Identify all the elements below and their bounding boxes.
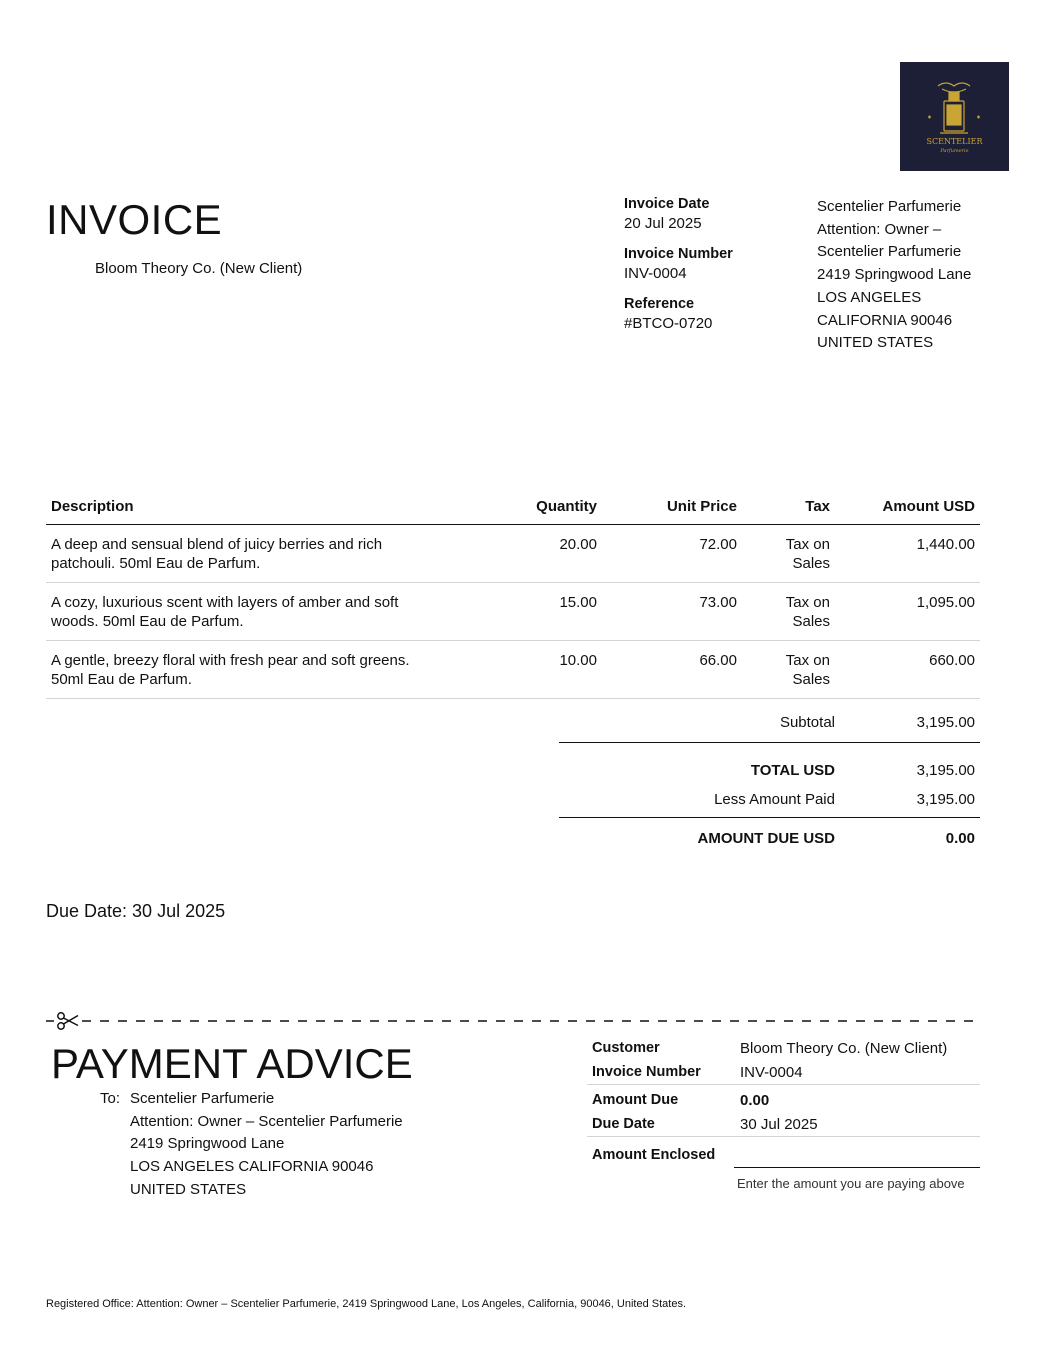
perfume-bottle-icon bbox=[900, 62, 1009, 171]
payment-address-line: UNITED STATES bbox=[130, 1180, 247, 1198]
item-quantity: 15.00 bbox=[436, 583, 602, 641]
due-date-row bbox=[587, 1112, 980, 1137]
sender-address-line: 2419 Springwood Lane bbox=[817, 266, 972, 284]
table-header-row bbox=[46, 498, 980, 525]
col-tax: Tax bbox=[742, 498, 835, 525]
total-value: 3,195.00 bbox=[916, 762, 975, 779]
total-row bbox=[559, 743, 980, 786]
item-description: A gentle, breezy floral with fresh pear and soft greens. 50ml Eau de Parfum. bbox=[46, 641, 436, 699]
company-logo bbox=[900, 62, 1009, 171]
invoice-number-row bbox=[587, 1060, 980, 1085]
invoice-date-label: Invoice Date bbox=[624, 196, 710, 212]
payment-address-line: Scentelier Parfumerie bbox=[130, 1090, 275, 1107]
total-label: TOTAL USD bbox=[750, 762, 835, 779]
item-unit-price: 72.00 bbox=[602, 525, 742, 583]
amount-paid-value: 3,195.00 bbox=[840, 785, 980, 818]
item-tax bbox=[742, 583, 835, 641]
amount-paid-row bbox=[559, 785, 980, 818]
pa-due-date-value: 30 Jul 2025 bbox=[735, 1112, 980, 1137]
pa-amount-due-label: Amount Due bbox=[592, 1092, 679, 1108]
item-tax bbox=[742, 641, 835, 699]
table-row bbox=[46, 583, 980, 641]
pa-invoice-number-value: INV-0004 bbox=[735, 1060, 980, 1085]
sender-address-line: UNITED STATES bbox=[817, 334, 934, 352]
col-amount: Amount USD bbox=[835, 498, 980, 525]
subtotal-label: Subtotal bbox=[559, 703, 840, 743]
invoice-meta bbox=[624, 195, 733, 345]
sender-address-line: Scentelier Parfumerie bbox=[817, 198, 962, 215]
item-tax-line: Tax on bbox=[785, 594, 830, 611]
sender-address-line: Scentelier Parfumerie bbox=[817, 243, 962, 261]
payment-address bbox=[130, 1088, 403, 1202]
col-quantity: Quantity bbox=[436, 498, 602, 525]
amount-due-row bbox=[587, 1085, 980, 1113]
item-unit-price: 66.00 bbox=[602, 641, 742, 699]
item-description: A deep and sensual blend of juicy berries and rich patchouli. 50ml Eau de Parfum. bbox=[46, 525, 436, 583]
table-row bbox=[46, 641, 980, 699]
sender-address bbox=[817, 196, 971, 355]
invoice-number: INV-0004 bbox=[624, 265, 687, 282]
subtotal-value: 3,195.00 bbox=[840, 703, 980, 743]
pa-due-date-label: Due Date bbox=[587, 1112, 735, 1137]
logo-subtext: Parfumerie bbox=[940, 148, 969, 154]
item-amount: 1,095.00 bbox=[835, 583, 980, 641]
amount-enclosed-field[interactable] bbox=[735, 1137, 980, 1171]
cut-line bbox=[46, 1010, 980, 1032]
item-description: A cozy, luxurious scent with layers of amber and soft woods. 50ml Eau de Parfum. bbox=[46, 583, 436, 641]
payment-address-line: Attention: Owner – Scentelier Parfumerie bbox=[130, 1112, 403, 1130]
invoice-date: 20 Jul 2025 bbox=[624, 215, 702, 232]
payment-address-line: LOS ANGELES CALIFORNIA 90046 bbox=[130, 1158, 374, 1176]
amount-enclosed-hint: Enter the amount you are paying above bbox=[737, 1176, 965, 1191]
invoice-title: INVOICE bbox=[46, 196, 223, 243]
sender-address-line: CALIFORNIA 90046 bbox=[817, 311, 953, 329]
to-label: To: bbox=[100, 1090, 121, 1107]
pa-amount-due-value: 0.00 bbox=[740, 1091, 770, 1109]
payment-advice-title: PAYMENT ADVICE bbox=[51, 1040, 413, 1087]
table-row bbox=[46, 525, 980, 583]
amount-paid-label: Less Amount Paid bbox=[559, 785, 840, 818]
payment-advice-details bbox=[587, 1036, 980, 1170]
payment-address-line: 2419 Springwood Lane bbox=[130, 1135, 285, 1153]
line-items-table bbox=[46, 498, 980, 699]
amount-due-value: 0.00 bbox=[945, 829, 975, 847]
client-name: Bloom Theory Co. (New Client) bbox=[95, 260, 303, 277]
item-tax bbox=[742, 525, 835, 583]
totals-table bbox=[559, 703, 980, 858]
due-date: Due Date: 30 Jul 2025 bbox=[46, 901, 226, 921]
customer-label: Customer bbox=[592, 1040, 660, 1056]
customer-row bbox=[587, 1036, 980, 1060]
amount-enclosed-row bbox=[587, 1137, 980, 1171]
item-tax-line: Sales bbox=[792, 612, 830, 630]
item-tax-line: Sales bbox=[792, 554, 830, 572]
item-tax-line: Tax on bbox=[785, 652, 830, 669]
item-quantity: 10.00 bbox=[436, 641, 602, 699]
sender-address-line: Attention: Owner – bbox=[817, 220, 942, 238]
item-amount: 1,440.00 bbox=[835, 525, 980, 583]
scissors-icon bbox=[58, 1013, 78, 1029]
reference: #BTCO-0720 bbox=[624, 315, 713, 332]
amount-due-label: AMOUNT DUE USD bbox=[697, 829, 835, 847]
sender-address-line: LOS ANGELES bbox=[817, 288, 922, 306]
col-description: Description bbox=[46, 498, 436, 525]
item-tax-line: Sales bbox=[792, 670, 830, 688]
reference-label: Reference bbox=[624, 296, 695, 312]
item-amount: 660.00 bbox=[835, 641, 980, 699]
amount-enclosed-label: Amount Enclosed bbox=[592, 1147, 716, 1163]
logo-wordmark: SCENTELIER bbox=[926, 137, 983, 146]
item-quantity: 20.00 bbox=[436, 525, 602, 583]
item-unit-price: 73.00 bbox=[602, 583, 742, 641]
registered-office-footer: Registered Office: Attention: Owner – Scentelier Parfumerie, 2419 Springwood Lane, Los Angeles, California, 90046, United States. bbox=[46, 1298, 687, 1310]
subtotal-row bbox=[559, 703, 980, 743]
pa-invoice-number-label: Invoice Number bbox=[587, 1060, 735, 1085]
item-tax-line: Tax on bbox=[785, 536, 830, 553]
invoice-number-label: Invoice Number bbox=[624, 246, 733, 262]
amount-enclosed-underline bbox=[734, 1167, 980, 1168]
amount-due-row bbox=[559, 818, 980, 859]
customer-value: Bloom Theory Co. (New Client) bbox=[740, 1039, 948, 1057]
col-unit-price: Unit Price bbox=[602, 498, 742, 525]
